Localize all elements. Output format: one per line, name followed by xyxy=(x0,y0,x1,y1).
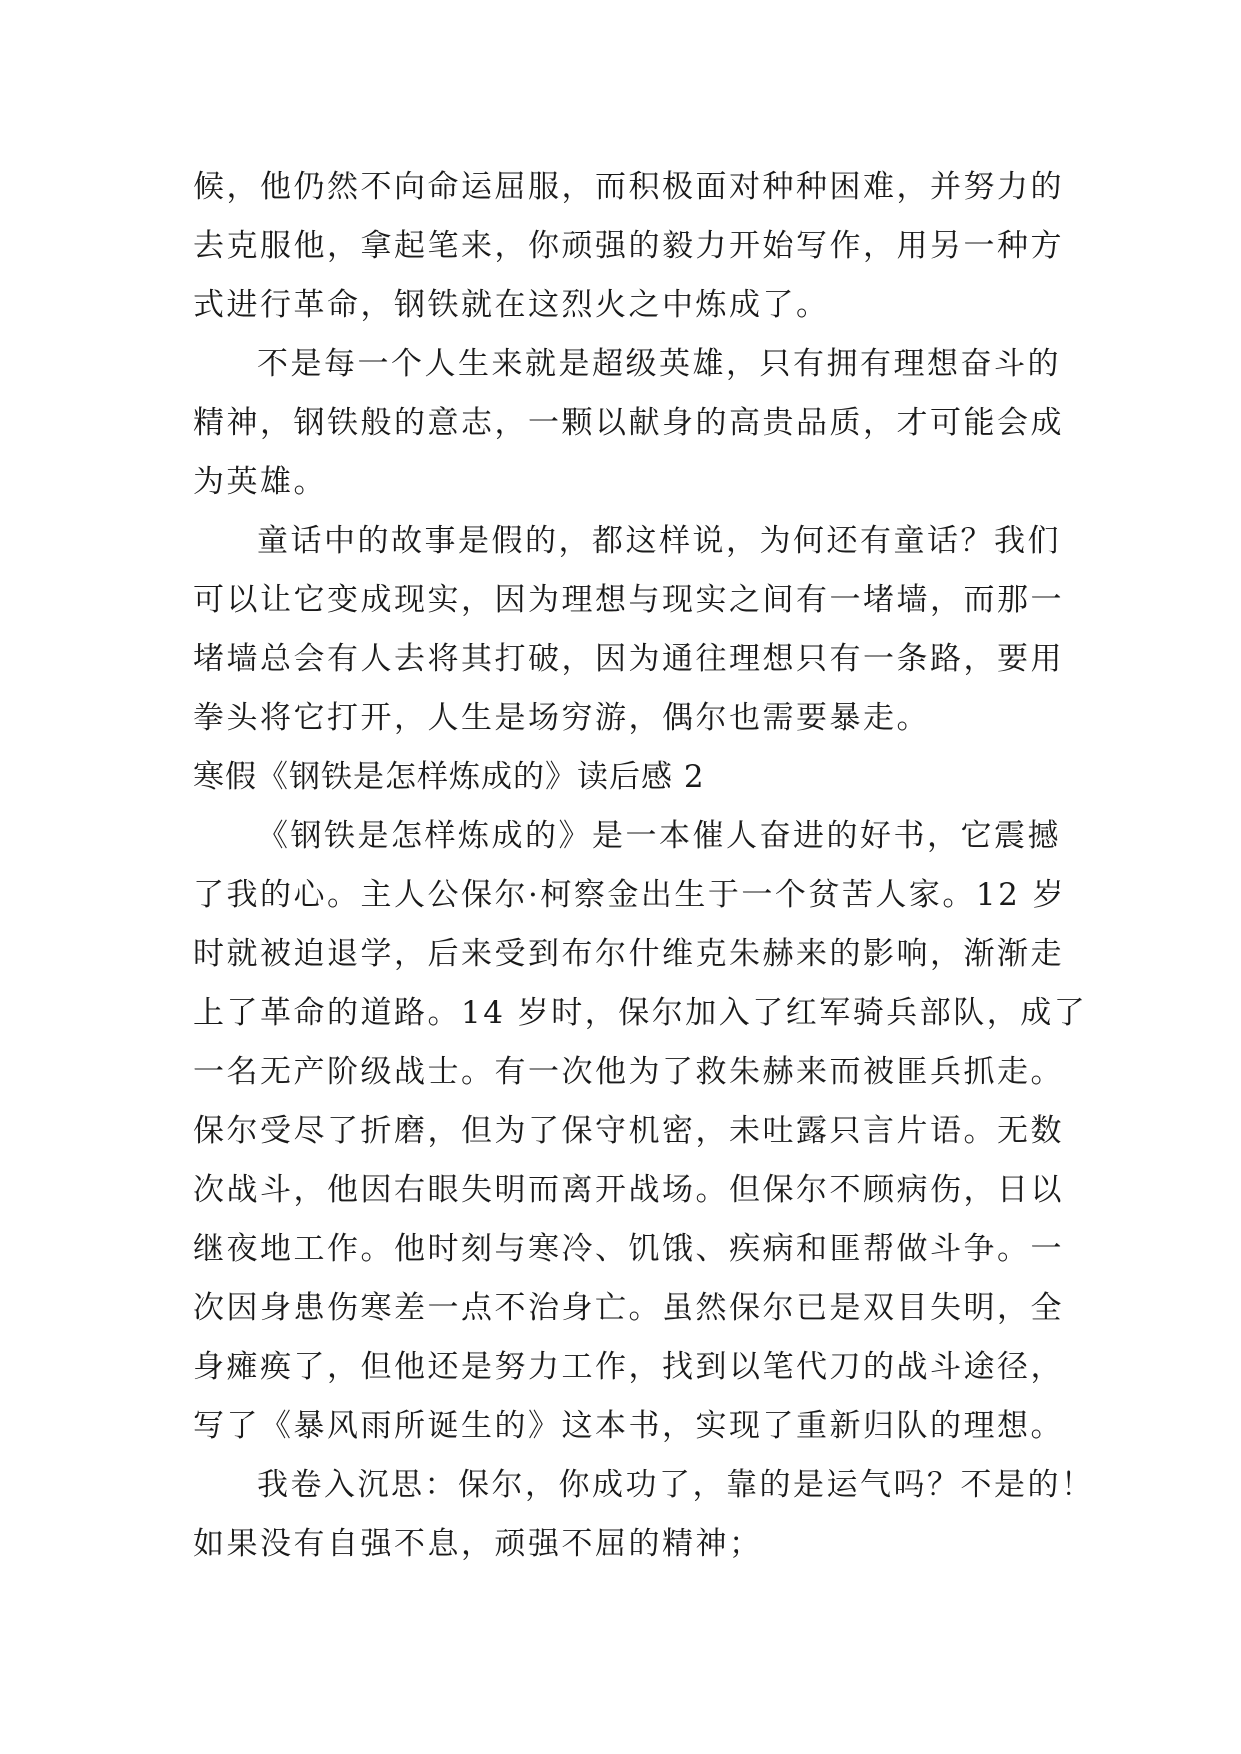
text-line: 堵墙总会有人去将其打破，因为通往理想只有一条路，要用 xyxy=(193,641,1064,677)
text-line: 上了革命的道路。14 岁时，保尔加入了红军骑兵部队，成了 xyxy=(193,995,1088,1031)
text-line: 次因身患伤寒差一点不治身亡。虽然保尔已是双目失明，全 xyxy=(193,1290,1064,1326)
text-line: 时就被迫退学，后来受到布尔什维克朱赫来的影响，渐渐走 xyxy=(193,936,1064,972)
text-line: 可以让它变成现实，因为理想与现实之间有一堵墙，而那一 xyxy=(193,582,1064,618)
text-line: 不是每一个人生来就是超级英雄，只有拥有理想奋斗的 xyxy=(257,346,1061,382)
text-line: 童话中的故事是假的，都这样说，为何还有童话？我们 xyxy=(257,523,1061,559)
text-line: 式进行革命，钢铁就在这烈火之中炼成了。 xyxy=(193,287,830,323)
text-line: 拳头将它打开，人生是场穷游，偶尔也需要暴走。 xyxy=(193,700,930,736)
text-line: 《钢铁是怎样炼成的》是一本催人奋进的好书，它震撼 xyxy=(257,818,1061,854)
text-line: 保尔受尽了折磨，但为了保守机密，未吐露只言片语。无数 xyxy=(193,1113,1064,1149)
text-line: 次战斗，他因右眼失明而离开战场。但保尔不顾病伤，日以 xyxy=(193,1172,1064,1208)
text-line: 为英雄。 xyxy=(193,464,327,500)
section-heading: 寒假《钢铁是怎样炼成的》读后感 2 xyxy=(193,759,705,795)
text-line: 继夜地工作。他时刻与寒冷、饥饿、疾病和匪帮做斗争。一 xyxy=(193,1231,1064,1267)
text-line: 去克服他，拿起笔来，你顽强的毅力开始写作，用另一种方 xyxy=(193,228,1064,264)
text-line: 候，他仍然不向命运屈服，而积极面对种种困难，并努力的 xyxy=(193,169,1064,205)
text-line: 写了《暴风雨所诞生的》这本书，实现了重新归队的理想。 xyxy=(193,1408,1064,1444)
text-line: 一名无产阶级战士。有一次他为了救朱赫来而被匪兵抓走。 xyxy=(193,1054,1064,1090)
text-line: 我卷入沉思：保尔，你成功了，靠的是运气吗？不是的！ xyxy=(257,1467,1095,1503)
text-line: 如果没有自强不息，顽强不屈的精神； xyxy=(193,1526,763,1562)
text-line: 精神，钢铁般的意志，一颗以献身的高贵品质，才可能会成 xyxy=(193,405,1064,441)
text-line: 了我的心。主人公保尔·柯察金出生于一个贫苦人家。12 岁 xyxy=(193,877,1067,913)
text-line: 身瘫痪了，但他还是努力工作，找到以笔代刀的战斗途径， xyxy=(193,1349,1064,1385)
body-text xyxy=(193,158,1095,1574)
